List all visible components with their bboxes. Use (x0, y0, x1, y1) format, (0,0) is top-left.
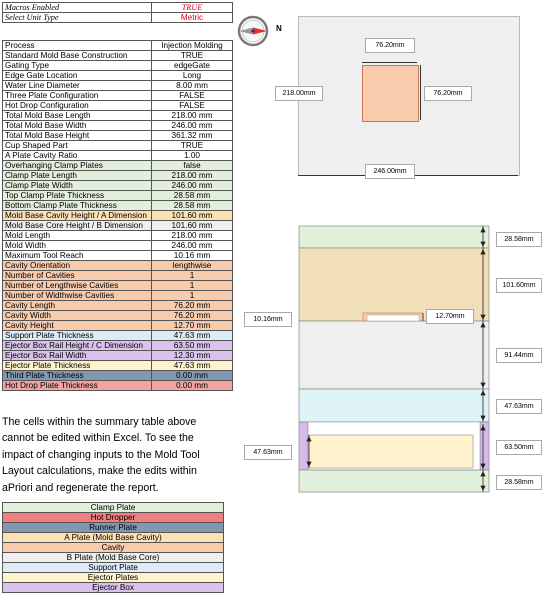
summary-value: 1.00 (152, 151, 233, 161)
summary-row (3, 101, 233, 111)
summary-label: Water Line Diameter (3, 81, 152, 91)
summary-label: Gating Type (3, 61, 152, 71)
summary-value: 63.50 mm (152, 341, 233, 351)
summary-row (3, 381, 233, 391)
summary-label: Ejector Plate Thickness (3, 361, 152, 371)
macros-enabled-value: TRUE (152, 3, 233, 13)
summary-label: Bottom Clamp Plate Thickness (3, 201, 152, 211)
summary-label: Hot Drop Configuration (3, 101, 152, 111)
summary-row (3, 121, 233, 131)
summary-label: Cavity Orientation (3, 261, 152, 271)
summary-label: Mold Length (3, 231, 152, 241)
top-view (274, 12, 542, 182)
b-plate (299, 321, 489, 389)
summary-row (3, 61, 233, 71)
summary-label: Total Mold Base Height (3, 131, 152, 141)
side-view (243, 224, 543, 494)
summary-row (3, 241, 233, 251)
summary-label: Hot Drop Plate Thickness (3, 381, 152, 391)
cavity-top (362, 65, 419, 122)
cavity-height-label: 12.70mm (426, 309, 474, 324)
summary-value: FALSE (152, 101, 233, 111)
summary-value: Injection Molding (152, 41, 233, 51)
summary-value: 218.00 mm (152, 171, 233, 181)
unit-type-row (3, 13, 233, 23)
cavity-side-core (367, 315, 419, 321)
summary-row (3, 261, 233, 271)
legend-item: Ejector Box (3, 583, 224, 593)
summary-value: 28.58 mm (152, 201, 233, 211)
summary-table (2, 40, 233, 391)
summary-value: 246.00 mm (152, 241, 233, 251)
summary-value: TRUE (152, 51, 233, 61)
summary-value: 12.70 mm (152, 321, 233, 331)
summary-row (3, 171, 233, 181)
summary-value: 246.00 mm (152, 121, 233, 131)
legend-item: Support Plate (3, 563, 224, 573)
summary-value: 1 (152, 281, 233, 291)
summary-value: 47.63 mm (152, 331, 233, 341)
summary-label: Third Plate Thickness (3, 371, 152, 381)
summary-row (3, 311, 233, 321)
unit-type-label: Select Unit Type (3, 13, 152, 23)
summary-row (3, 91, 233, 101)
color-legend (2, 502, 224, 593)
summary-row (3, 141, 233, 151)
summary-value: 12.30 mm (152, 351, 233, 361)
ejector-rail-label: 63.50mm (496, 440, 542, 455)
note-line: aPriori and regenerate the report. (2, 481, 159, 494)
unit-type-value: Metric (152, 13, 233, 23)
summary-row (3, 331, 233, 341)
summary-label: Overhanging Clamp Plates (3, 161, 152, 171)
bottom-clamp-plate (299, 470, 489, 492)
summary-value: 218.00 mm (152, 111, 233, 121)
summary-label: Number of Widthwise Cavities (3, 291, 152, 301)
summary-value: 0.00 mm (152, 381, 233, 391)
legend-row (3, 543, 224, 553)
summary-value: 28.58 mm (152, 191, 233, 201)
legend-row (3, 563, 224, 573)
summary-row (3, 71, 233, 81)
summary-row (3, 321, 233, 331)
summary-value: lengthwise (152, 261, 233, 271)
bottom-clamp-label: 28.58mm (496, 475, 542, 490)
summary-label: Ejector Box Rail Height / C Dimension (3, 341, 152, 351)
summary-row (3, 211, 233, 221)
macros-enabled-label: Macros Enabled (3, 3, 152, 13)
note-line: The cells within the summary table above (2, 416, 197, 428)
summary-row (3, 251, 233, 261)
top-clamp-plate (299, 226, 489, 248)
summary-label: Cavity Length (3, 301, 152, 311)
ejector-box-rail-left (299, 422, 308, 470)
legend-row (3, 533, 224, 543)
summary-row (3, 81, 233, 91)
summary-label: Total Mold Base Length (3, 111, 152, 121)
note-text (2, 414, 232, 496)
summary-row (3, 281, 233, 291)
summary-row (3, 361, 233, 371)
legend-row (3, 503, 224, 513)
legend-item: Clamp Plate (3, 503, 224, 513)
header-table (2, 2, 233, 23)
summary-value: 8.00 mm (152, 81, 233, 91)
summary-row (3, 201, 233, 211)
summary-label: Number of Cavities (3, 271, 152, 281)
legend-item: Runner Plate (3, 523, 224, 533)
summary-value: 246.00 mm (152, 181, 233, 191)
summary-value: FALSE (152, 91, 233, 101)
summary-label: Cavity Width (3, 311, 152, 321)
summary-row (3, 341, 233, 351)
legend-row (3, 573, 224, 583)
top-clamp-label: 28.58mm (496, 232, 542, 247)
summary-label: Ejector Box Rail Width (3, 351, 152, 361)
support-label: 47.63mm (496, 399, 542, 414)
summary-row (3, 231, 233, 241)
summary-value: 101.60 mm (152, 221, 233, 231)
base-length-label: 218.00mm (275, 86, 323, 101)
summary-row (3, 51, 233, 61)
summary-value: 218.00 mm (152, 231, 233, 241)
summary-label: Cup Shaped Part (3, 141, 152, 151)
summary-label: Top Clamp Plate Thickness (3, 191, 152, 201)
summary-label: A Plate Cavity Ratio (3, 151, 152, 161)
summary-row (3, 131, 233, 141)
legend-item: Cavity (3, 543, 224, 553)
legend-item: Ejector Plates (3, 573, 224, 583)
summary-label: Three Plate Configuration (3, 91, 152, 101)
summary-label: Cavity Height (3, 321, 152, 331)
summary-label: Number of Lengthwise Cavities (3, 281, 152, 291)
legend-item: A Plate (Mold Base Cavity) (3, 533, 224, 543)
summary-label: Clamp Plate Length (3, 171, 152, 181)
summary-row (3, 271, 233, 281)
summary-row (3, 41, 233, 51)
legend-row (3, 523, 224, 533)
summary-label: Mold Base Cavity Height / A Dimension (3, 211, 152, 221)
cavity-top-width-line (420, 65, 421, 120)
tool-reach-label: 10.16mm (244, 312, 292, 327)
legend-row (3, 583, 224, 593)
summary-label: Mold Base Core Height / B Dimension (3, 221, 152, 231)
summary-row (3, 151, 233, 161)
summary-value: 10.16 mm (152, 251, 233, 261)
summary-value: edgeGate (152, 61, 233, 71)
summary-label: Mold Width (3, 241, 152, 251)
summary-value: Long (152, 71, 233, 81)
summary-value: 1 (152, 271, 233, 281)
summary-row (3, 301, 233, 311)
note-line: cannot be edited within Excel. To see the (2, 432, 194, 445)
note-line: Layout calculations, make the edits within (2, 465, 197, 478)
summary-value: 47.63 mm (152, 361, 233, 371)
legend-row (3, 553, 224, 563)
summary-value: false (152, 161, 233, 171)
summary-row (3, 181, 233, 191)
summary-value: 76.20 mm (152, 301, 233, 311)
summary-label: Clamp Plate Width (3, 181, 152, 191)
summary-row (3, 161, 233, 171)
cavity-width-label: 76.20mm (424, 86, 472, 101)
macros-enabled-row (3, 3, 233, 13)
summary-row (3, 291, 233, 301)
a-plate-label: 101.60mm (496, 278, 542, 293)
summary-value: 0.00 mm (152, 371, 233, 381)
summary-label: Edge Gate Location (3, 71, 152, 81)
summary-value: 101.60 mm (152, 211, 233, 221)
summary-label: Process (3, 41, 152, 51)
summary-row (3, 351, 233, 361)
cavity-length-label: 76.20mm (365, 38, 415, 53)
base-width-label: 246.00mm (365, 164, 415, 179)
summary-label: Maximum Tool Reach (3, 251, 152, 261)
summary-label: Total Mold Base Width (3, 121, 152, 131)
summary-value: 1 (152, 291, 233, 301)
legend-item: B Plate (Mold Base Core) (3, 553, 224, 563)
cavity-top-length-line (362, 62, 417, 63)
support-plate (299, 389, 489, 422)
summary-value: 361.32 mm (152, 131, 233, 141)
b-plate-label: 91.44mm (496, 348, 542, 363)
summary-row (3, 111, 233, 121)
summary-row (3, 371, 233, 381)
ejector-plate-label: 47.63mm (244, 445, 292, 460)
summary-label: Standard Mold Base Construction (3, 51, 152, 61)
compass-north-label: N (276, 24, 282, 33)
summary-label: Support Plate Thickness (3, 331, 152, 341)
ejector-plate (308, 435, 473, 468)
summary-value: TRUE (152, 141, 233, 151)
summary-row (3, 191, 233, 201)
legend-row (3, 513, 224, 523)
legend-item: Hot Dropper (3, 513, 224, 523)
summary-value: 76.20 mm (152, 311, 233, 321)
summary-row (3, 221, 233, 231)
note-line: impact of changing inputs to the Mold Tool (2, 448, 200, 461)
